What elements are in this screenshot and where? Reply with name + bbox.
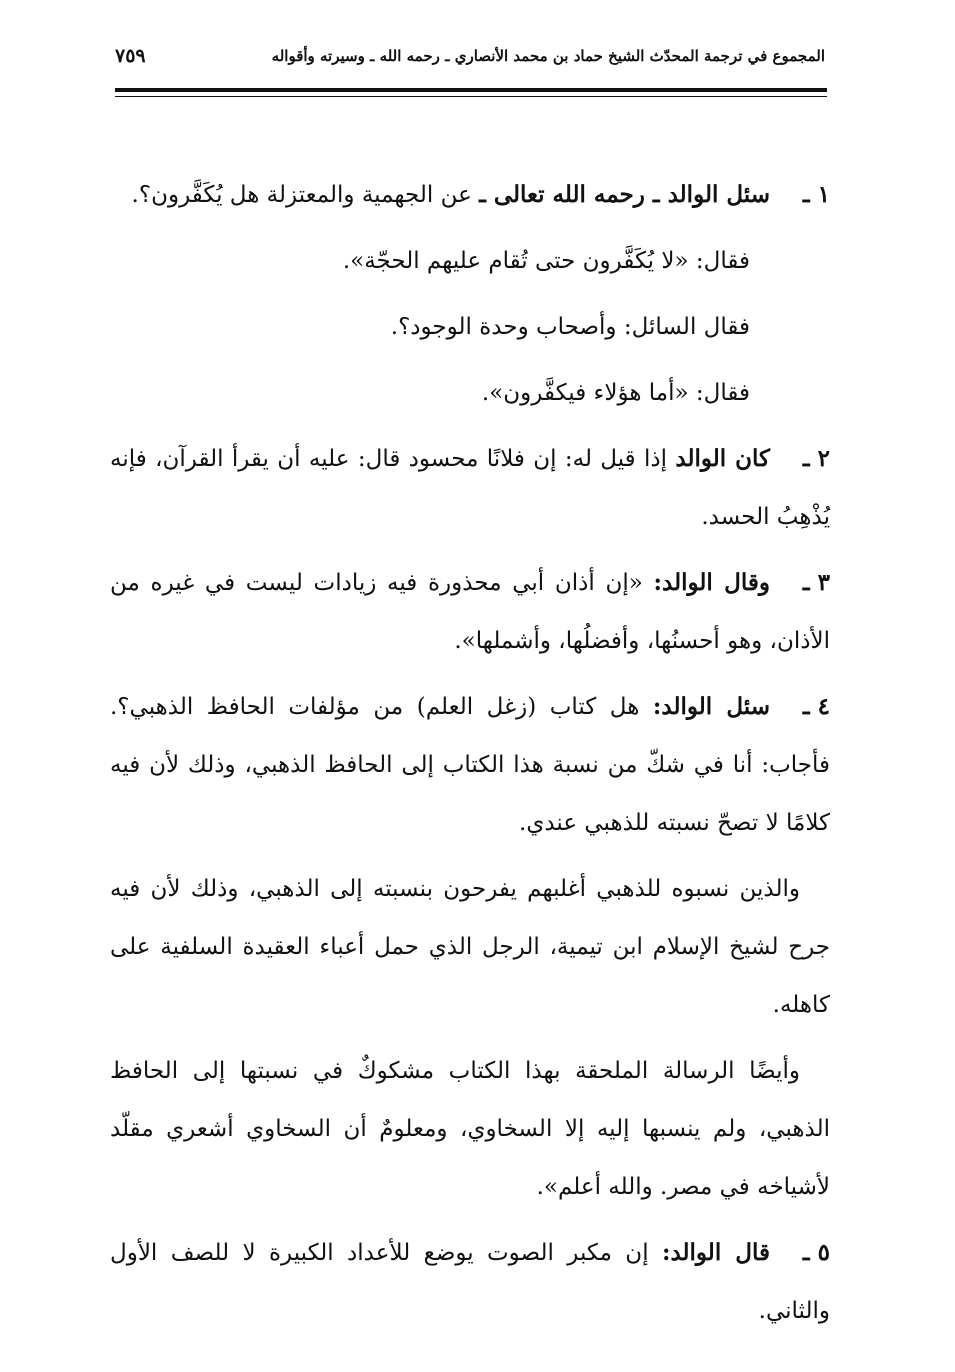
item-text: عن الجهمية والمعتزلة هل يُكَفَّرون؟. xyxy=(131,182,480,208)
item-text: «إن أذان أبي محذورة فيه زيادات ليست في غيره من الأذان، وهو أحسنُها، وأفضلُها، وأشملها». xyxy=(110,570,830,654)
running-title: المجموع في ترجمة المحدّث الشيخ حماد بن محمد الأنصاري ـ رحمه الله ـ وسيرته وأقواله xyxy=(271,47,825,65)
item-1 xyxy=(110,166,830,224)
item-number: ١ ـ xyxy=(802,181,830,208)
question-line: فقال السائل: وأصحاب وحدة الوجود؟. xyxy=(390,314,750,340)
header-rule-thick xyxy=(115,88,827,92)
item-4 xyxy=(110,678,830,852)
item-3 xyxy=(110,554,830,670)
item-lead: سئل الوالد ـ رحمه الله تعالى ـ xyxy=(479,181,770,208)
item-number: ٣ ـ xyxy=(802,569,830,596)
item-2 xyxy=(110,430,830,546)
page-body xyxy=(110,166,830,1348)
item-text: هل كتاب (زغل العلم) من مؤلفات الحافظ الذهبي؟. فأجاب: أنا في شكّ من نسبة هذا الكتاب إلى الحافظ الذهبي، وذلك لأن فيه كلامًا لا تصحّ نسبته للذهبي عندي. xyxy=(110,694,830,836)
item-number: ٢ ـ xyxy=(802,445,831,472)
paragraph: وأيضًا الرسالة الملحقة بهذا الكتاب مشكوكٌ في نسبتها إلى الحافظ الذهبي، ولم ينسبها إليه إلا السخاوي، ومعلومٌ أن السخاوي أشعري مقلّد لأشياخه في مصر. والله أعلم». xyxy=(110,1058,830,1200)
paragraph: والذين نسبوه للذهبي أغلبهم يفرحون بنسبته إلى الذهبي، وذلك لأن فيه جرح لشيخ الإسلام ابن تيمية، الرجل الذي حمل أعباء العقيدة السلفية على كاهله. xyxy=(110,876,830,1018)
item-lead: وقال الوالد: xyxy=(653,569,770,596)
item-5 xyxy=(110,1224,830,1340)
item-text: إن مكبر الصوت يوضع للأعداد الكبيرة لا للصف الأول والثاني. xyxy=(110,1240,830,1324)
item-number: ٤ ـ xyxy=(802,693,830,720)
header-rule-thin xyxy=(115,96,827,97)
answer-line: فقال: «لا يُكَفَّرون حتى تُقام عليهم الحجّة». xyxy=(342,248,750,274)
page-header xyxy=(115,36,825,76)
page-number: ٧٥٩ xyxy=(115,45,146,67)
item-lead: كان الوالد xyxy=(675,445,771,472)
item-lead: قال الوالد: xyxy=(661,1239,770,1266)
item-text: إذا قيل له: إن فلانًا محسود قال: عليه أن يقرأ القرآن، فإنه يُذْهِبُ الحسد. xyxy=(110,446,830,530)
item-number: ٥ ـ xyxy=(802,1239,830,1266)
item-lead: سئل الوالد: xyxy=(652,693,770,720)
answer-line: فقال: «أما هؤلاء فيكفَّرون». xyxy=(481,380,750,406)
